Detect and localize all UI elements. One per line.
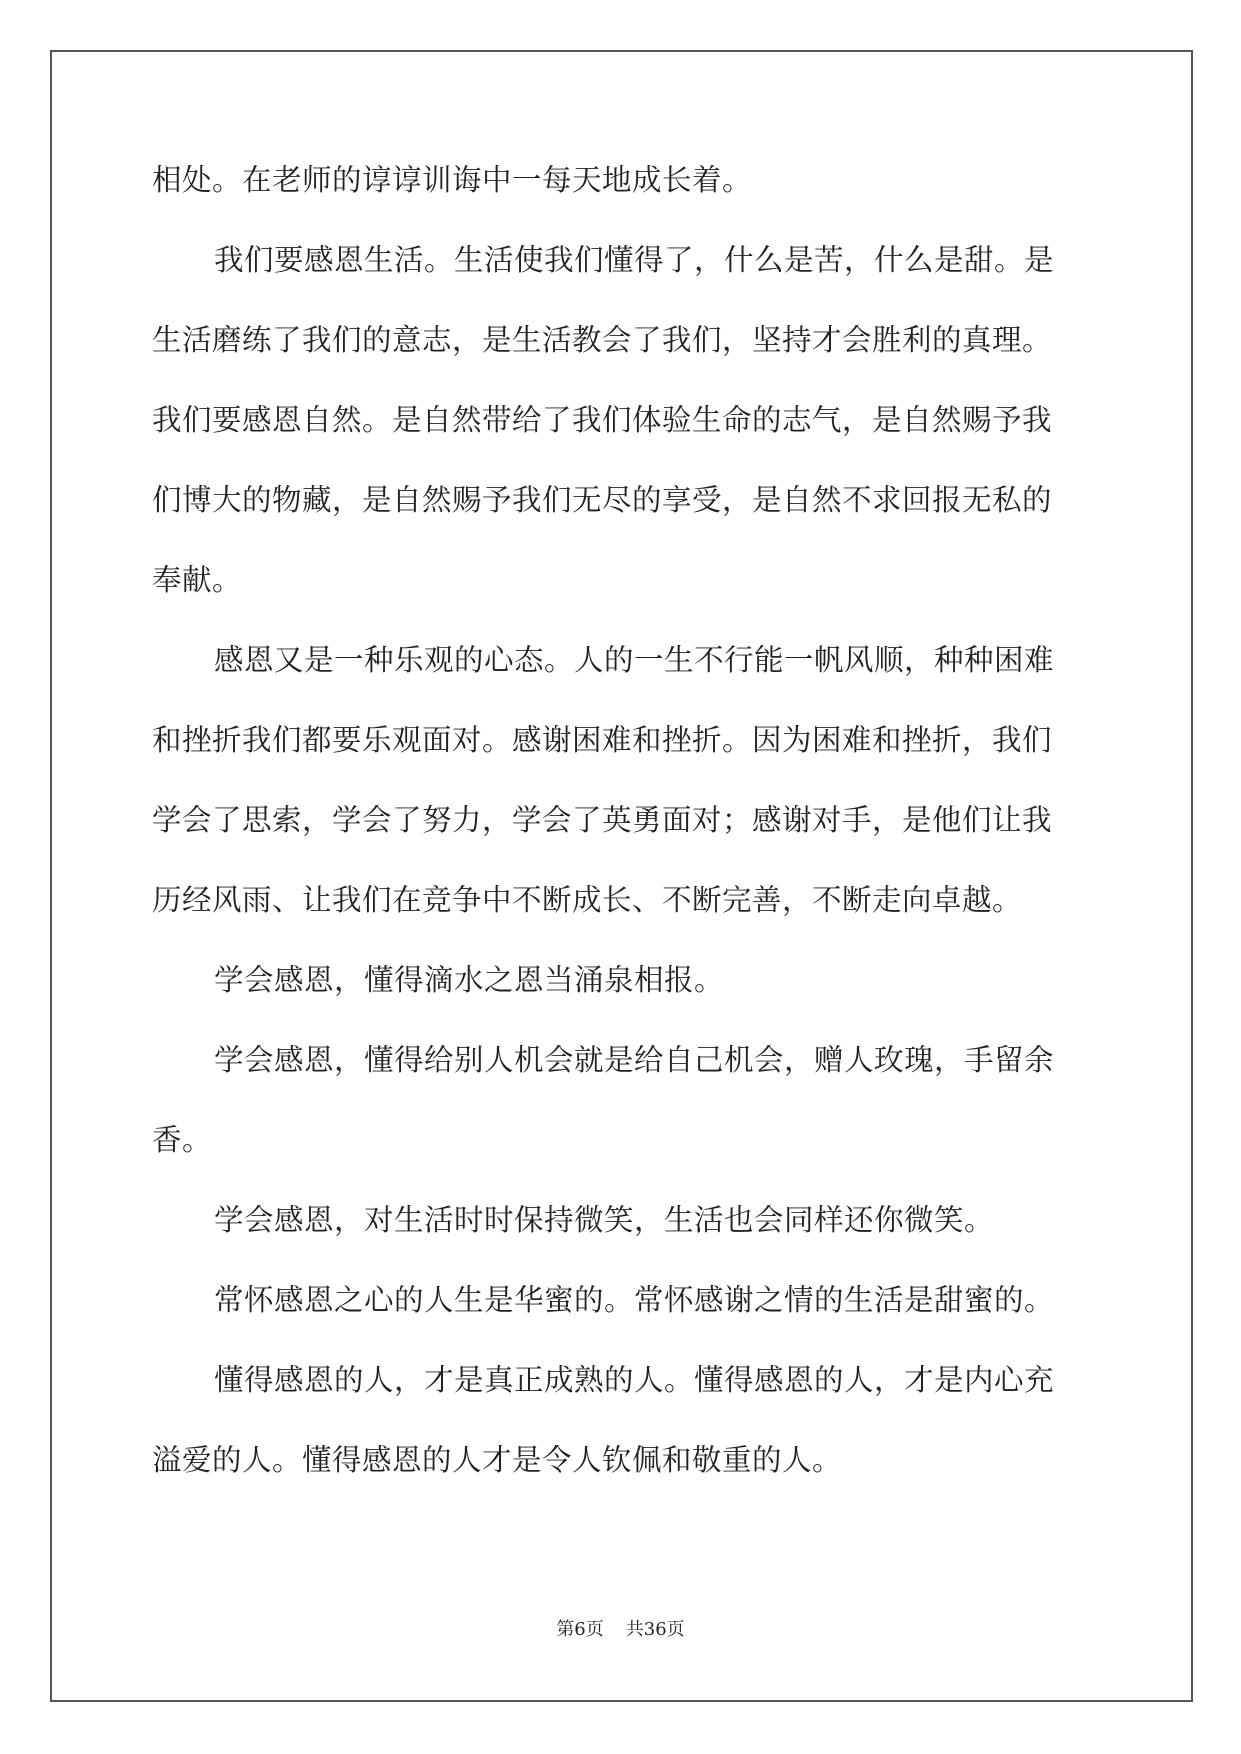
text-line-7: 感恩又是一种乐观的心态。人的一生不行能一帆风顺，种种困难 [214, 643, 1055, 677]
text-line-6: 奉献。 [152, 563, 243, 597]
text-line-11: 学会感恩，懂得滴水之恩当涌泉相报。 [214, 963, 725, 997]
text-line-4: 我们要感恩自然。是自然带给了我们体验生命的志气，是自然赐予我 [152, 403, 1053, 437]
text-line-5: 们博大的物藏，是自然赐予我们无尽的享受，是自然不求回报无私的 [152, 483, 1053, 517]
text-line-15: 常怀感恩之心的人生是华蜜的。常怀感谢之情的生活是甜蜜的。 [214, 1283, 1055, 1317]
text-line-17: 溢爱的人。懂得感恩的人才是令人钦佩和敬重的人。 [152, 1443, 843, 1477]
text-line-8: 和挫折我们都要乐观面对。感谢困难和挫折。因为困难和挫折，我们 [152, 723, 1053, 757]
text-line-14: 学会感恩，对生活时时保持微笑，生活也会同样还你微笑。 [214, 1203, 995, 1237]
text-line-16: 懂得感恩的人，才是真正成熟的人。懂得感恩的人，才是内心充 [214, 1363, 1055, 1397]
document-body [152, 155, 1092, 1515]
text-line-12: 学会感恩，懂得给别人机会就是给自己机会，赠人玫瑰，手留余 [214, 1043, 1055, 1077]
page-number: 第6页 [556, 1619, 604, 1640]
text-line-10: 历经风雨、让我们在竞争中不断成长、不断完善，不断走向卓越。 [152, 883, 1023, 917]
text-line-2: 我们要感恩生活。生活使我们懂得了，什么是苦，什么是甜。是 [214, 243, 1055, 277]
page-total: 共36页 [625, 1619, 685, 1640]
text-line-9: 学会了思索，学会了努力，学会了英勇面对；感谢对手，是他们让我 [152, 803, 1053, 837]
text-line-3: 生活磨练了我们的意志，是生活教会了我们，坚持才会胜利的真理。 [152, 323, 1053, 357]
text-line-13: 香。 [152, 1123, 213, 1157]
text-line-1: 相处。在老师的谆谆训诲中一每天地成长着。 [152, 163, 753, 197]
page-footer [0, 1615, 1241, 1641]
